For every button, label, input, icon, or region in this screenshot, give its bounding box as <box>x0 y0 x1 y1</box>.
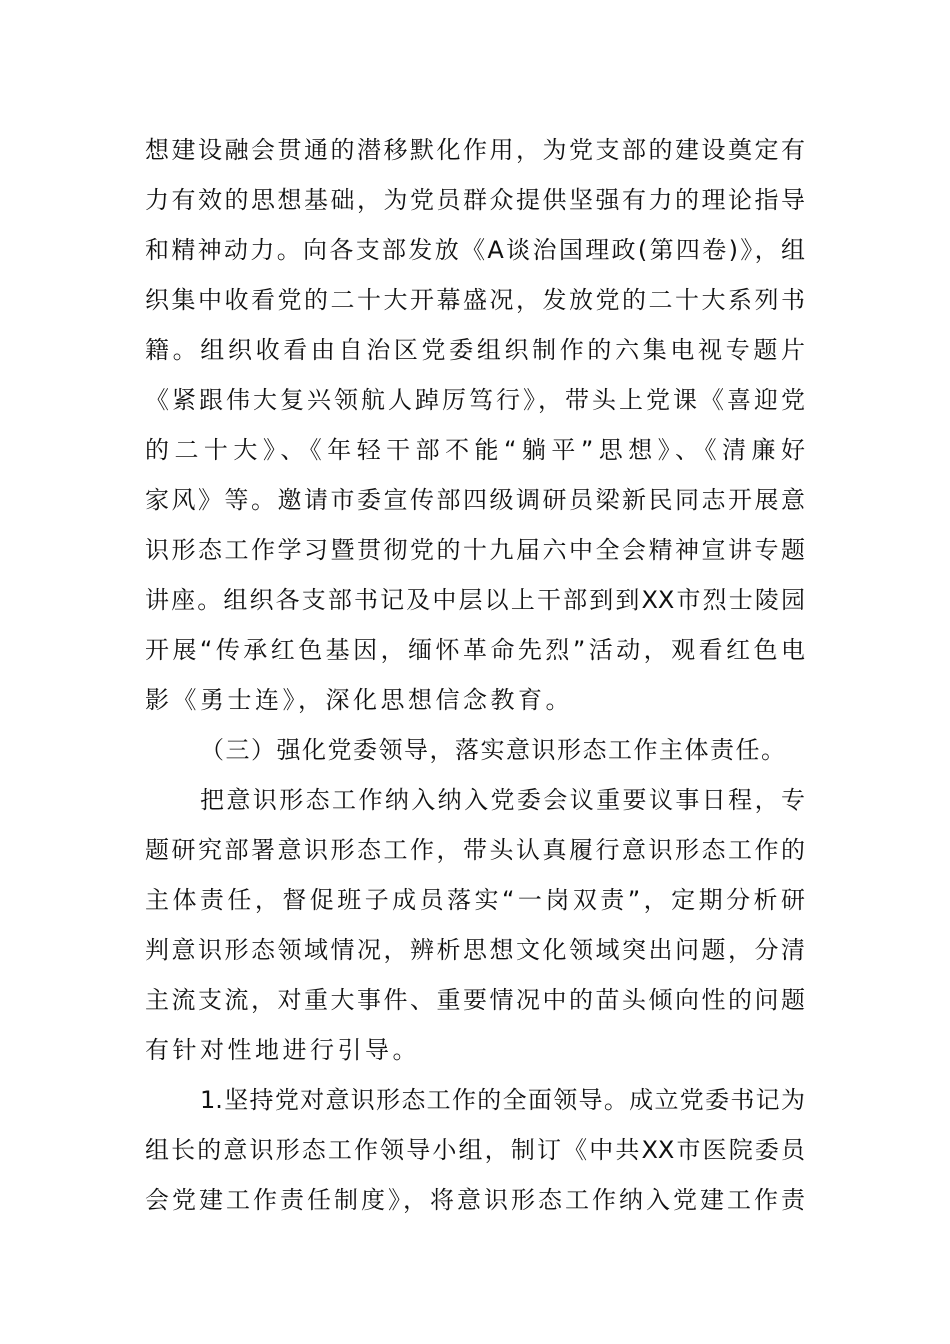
text-line: 题研究部署意识形态工作，带头认真履行意识形态工作的 <box>145 836 805 864</box>
text-line: 识形态工作学习暨贯彻党的十九届六中全会精神宣讲专题 <box>145 536 805 564</box>
text-line: 1.坚持党对意识形态工作的全面领导。成立党委书记为 <box>200 1086 805 1114</box>
text-line: 开展“传承红色基因，缅怀革命先烈”活动，观看红色电 <box>145 636 805 664</box>
text-line: 和精神动力。向各支部发放《A谈治国理政(第四卷)》，组 <box>145 236 805 264</box>
text-line: 家风》等。邀请市委宣传部四级调研员梁新民同志开展意 <box>145 486 805 514</box>
text-line: 判意识形态领域情况，辨析思想文化领域突出问题，分清 <box>145 936 805 964</box>
text-line: 的二十大》、《年轻干部不能“躺平”思想》、《清廉好 <box>145 436 805 464</box>
text-line: 籍。组织收看由自治区党委组织制作的六集电视专题片 <box>145 336 805 364</box>
text-line: 力有效的思想基础，为党员群众提供坚强有力的理论指导 <box>145 186 805 214</box>
section-heading: （三）强化党委领导，落实意识形态工作主体责任。 <box>200 736 787 764</box>
text-line: 把意识形态工作纳入纳入党委会议重要议事日程，专 <box>200 786 805 814</box>
text-line: 影《勇士连》，深化思想信念教育。 <box>145 686 573 714</box>
text-line: 组长的意识形态工作领导小组，制订《中共XX市医院委员 <box>145 1136 805 1164</box>
text-line: 主体责任，督促班子成员落实“一岗双责”，定期分析研 <box>145 886 805 914</box>
text-line: 《紧跟伟大复兴领航人踔厉笃行》，带头上党课《喜迎党 <box>145 386 805 414</box>
text-line: 想建设融会贯通的潜移默化作用，为党支部的建设奠定有 <box>145 136 805 164</box>
text-line: 讲座。组织各支部书记及中层以上干部到到XX市烈士陵园 <box>145 586 805 614</box>
text-line: 有针对性地进行引导。 <box>145 1036 420 1064</box>
text-line: 主流支流，对重大事件、重要情况中的苗头倾向性的问题 <box>145 986 805 1014</box>
text-line: 织集中收看党的二十大开幕盛况，发放党的二十大系列书 <box>145 286 805 314</box>
text-line: 会党建工作责任制度》，将意识形态工作纳入党建工作责 <box>145 1186 805 1214</box>
